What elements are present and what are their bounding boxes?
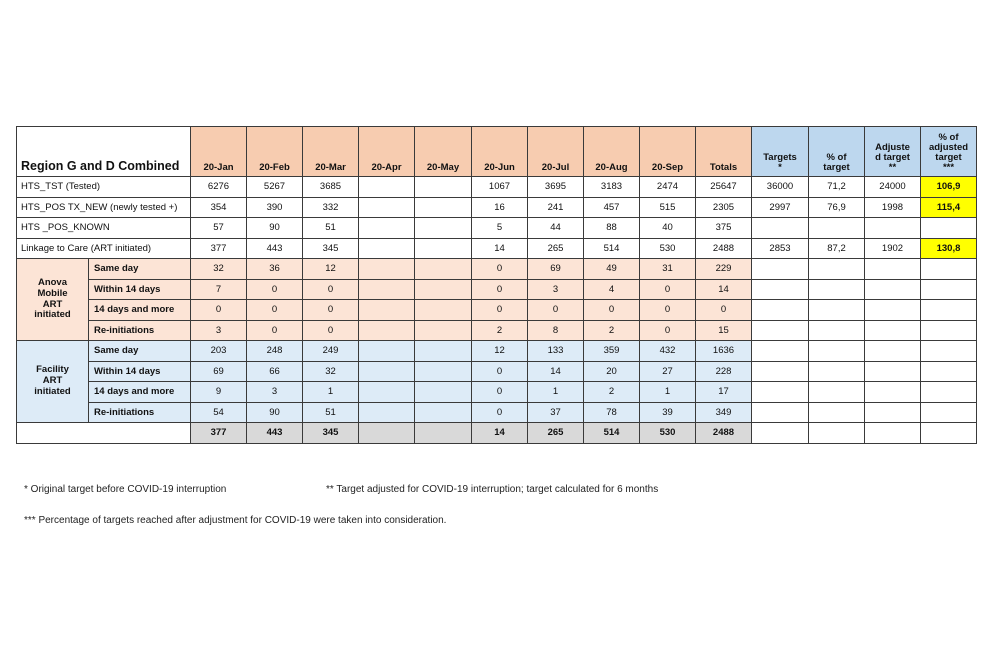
footnote-percentage-adjusted: *** Percentage of targets reached after adjustment for COVID-19 were taken into consideration. <box>24 515 447 526</box>
target-value: 2853 <box>752 238 809 259</box>
pct-adjusted-value: 106,9 <box>921 177 977 198</box>
empty-cell <box>752 341 809 362</box>
empty-cell <box>809 382 865 403</box>
adjusted-target-value <box>865 218 921 239</box>
month-value: 27 <box>640 361 696 382</box>
indicator-label: HTS_POS TX_NEW (newly tested +) <box>17 197 191 218</box>
month-value <box>359 279 415 300</box>
group-row <box>17 279 977 300</box>
empty-cell <box>865 423 921 444</box>
month-value: 515 <box>640 197 696 218</box>
month-value: 69 <box>191 361 247 382</box>
month-header: 20-Sep <box>640 127 696 177</box>
month-value: 3 <box>191 320 247 341</box>
sum-value <box>359 423 415 444</box>
month-value <box>415 300 472 321</box>
sum-total: 2488 <box>696 423 752 444</box>
total-value: 228 <box>696 361 752 382</box>
sub-row-label: 14 days and more <box>89 382 191 403</box>
sum-value: 345 <box>303 423 359 444</box>
month-value: 2 <box>584 320 640 341</box>
group-label: Facility ART initiated <box>17 341 89 423</box>
month-value <box>359 402 415 423</box>
adjusted-target-value: 24000 <box>865 177 921 198</box>
sub-row-label: Re-initiations <box>89 402 191 423</box>
empty-cell <box>921 320 977 341</box>
empty-cell <box>752 361 809 382</box>
total-value: 15 <box>696 320 752 341</box>
month-value: 0 <box>191 300 247 321</box>
month-value: 69 <box>528 259 584 280</box>
empty-cell <box>809 423 865 444</box>
empty-cell <box>921 279 977 300</box>
month-value <box>359 177 415 198</box>
total-value: 25647 <box>696 177 752 198</box>
pct-target-value: 76,9 <box>809 197 865 218</box>
month-value: 432 <box>640 341 696 362</box>
empty-cell <box>809 259 865 280</box>
sub-row-label: Same day <box>89 259 191 280</box>
month-value <box>359 238 415 259</box>
footnote-original-target: * Original target before COVID-19 interruption <box>24 484 227 495</box>
month-value <box>415 402 472 423</box>
month-value: 0 <box>303 279 359 300</box>
month-value: 4 <box>584 279 640 300</box>
empty-cell <box>809 341 865 362</box>
sub-row-label: Within 14 days <box>89 279 191 300</box>
group-row <box>17 320 977 341</box>
month-value: 16 <box>472 197 528 218</box>
empty-cell <box>865 300 921 321</box>
group-row <box>17 341 977 362</box>
month-value: 0 <box>472 402 528 423</box>
pct-adjusted-value <box>921 218 977 239</box>
month-value: 249 <box>303 341 359 362</box>
total-value: 17 <box>696 382 752 403</box>
footnote-adjusted-target: ** Target adjusted for COVID-19 interruption; target calculated for 6 months <box>326 484 659 495</box>
month-value: 0 <box>472 259 528 280</box>
total-value: 229 <box>696 259 752 280</box>
month-value: 66 <box>247 361 303 382</box>
empty-cell <box>752 320 809 341</box>
month-value: 32 <box>191 259 247 280</box>
indicator-label: HTS _POS_KNOWN <box>17 218 191 239</box>
target-value: 36000 <box>752 177 809 198</box>
empty-cell <box>865 320 921 341</box>
adjusted-target-value: 1998 <box>865 197 921 218</box>
month-value: 345 <box>303 238 359 259</box>
pct-adjusted-value: 130,8 <box>921 238 977 259</box>
empty-cell <box>752 382 809 403</box>
empty-cell <box>809 361 865 382</box>
group-row <box>17 402 977 423</box>
empty-cell <box>752 279 809 300</box>
month-header: 20-Mar <box>303 127 359 177</box>
month-value <box>359 382 415 403</box>
month-value: 6276 <box>191 177 247 198</box>
targets-header: Targets * <box>752 127 809 177</box>
month-value: 2 <box>472 320 528 341</box>
sum-value: 443 <box>247 423 303 444</box>
month-value <box>359 341 415 362</box>
month-value: 36 <box>247 259 303 280</box>
month-value <box>415 259 472 280</box>
month-header: 20-Feb <box>247 127 303 177</box>
month-value: 78 <box>584 402 640 423</box>
month-value: 377 <box>191 238 247 259</box>
indicator-row <box>17 177 977 198</box>
month-value: 133 <box>528 341 584 362</box>
month-value: 5 <box>472 218 528 239</box>
empty-cell <box>921 341 977 362</box>
month-value: 0 <box>472 382 528 403</box>
group-label: Anova Mobile ART initiated <box>17 259 89 341</box>
indicator-row <box>17 197 977 218</box>
month-value: 39 <box>640 402 696 423</box>
month-value: 90 <box>247 218 303 239</box>
month-value: 40 <box>640 218 696 239</box>
month-header: 20-May <box>415 127 472 177</box>
month-value: 1 <box>528 382 584 403</box>
month-value <box>359 320 415 341</box>
month-value: 241 <box>528 197 584 218</box>
month-value <box>359 218 415 239</box>
empty-cell <box>921 300 977 321</box>
target-value <box>752 218 809 239</box>
month-value: 49 <box>584 259 640 280</box>
month-value: 1 <box>640 382 696 403</box>
month-header: 20-Jul <box>528 127 584 177</box>
month-value: 203 <box>191 341 247 362</box>
month-value: 7 <box>191 279 247 300</box>
month-value: 20 <box>584 361 640 382</box>
month-value <box>359 259 415 280</box>
empty-cell <box>921 402 977 423</box>
month-value: 9 <box>191 382 247 403</box>
month-value: 0 <box>303 320 359 341</box>
header-row <box>17 127 977 177</box>
month-value: 3183 <box>584 177 640 198</box>
empty-cell <box>865 341 921 362</box>
month-value: 332 <box>303 197 359 218</box>
empty-cell <box>865 259 921 280</box>
month-value: 88 <box>584 218 640 239</box>
sum-row <box>17 423 977 444</box>
table-title: Region G and D Combined <box>17 127 191 177</box>
month-value: 54 <box>191 402 247 423</box>
total-value: 2488 <box>696 238 752 259</box>
month-value: 3685 <box>303 177 359 198</box>
month-value: 90 <box>247 402 303 423</box>
empty-cell <box>809 320 865 341</box>
month-value <box>359 197 415 218</box>
month-value <box>415 218 472 239</box>
month-value: 57 <box>191 218 247 239</box>
month-value: 530 <box>640 238 696 259</box>
month-value: 32 <box>303 361 359 382</box>
month-value: 0 <box>247 320 303 341</box>
month-value <box>359 361 415 382</box>
month-value <box>415 177 472 198</box>
total-value: 0 <box>696 300 752 321</box>
indicator-row <box>17 238 977 259</box>
month-header: 20-Apr <box>359 127 415 177</box>
empty-cell <box>809 300 865 321</box>
empty-cell <box>809 279 865 300</box>
empty-cell <box>865 361 921 382</box>
month-value: 0 <box>472 361 528 382</box>
month-value: 0 <box>247 279 303 300</box>
month-value: 12 <box>472 341 528 362</box>
group-row <box>17 259 977 280</box>
month-value: 3 <box>247 382 303 403</box>
sum-value: 530 <box>640 423 696 444</box>
empty-cell <box>17 423 191 444</box>
empty-cell <box>752 423 809 444</box>
pct-target-value: 87,2 <box>809 238 865 259</box>
empty-cell <box>809 402 865 423</box>
group-row <box>17 361 977 382</box>
month-value: 457 <box>584 197 640 218</box>
month-value: 14 <box>528 361 584 382</box>
month-value: 2 <box>584 382 640 403</box>
sum-value: 514 <box>584 423 640 444</box>
month-value: 8 <box>528 320 584 341</box>
month-value: 0 <box>640 300 696 321</box>
month-value: 354 <box>191 197 247 218</box>
sum-value: 377 <box>191 423 247 444</box>
empty-cell <box>921 361 977 382</box>
sub-row-label: Re-initiations <box>89 320 191 341</box>
month-value <box>415 382 472 403</box>
month-value: 265 <box>528 238 584 259</box>
month-value: 12 <box>303 259 359 280</box>
month-value: 0 <box>584 300 640 321</box>
month-header: 20-Jun <box>472 127 528 177</box>
empty-cell <box>921 423 977 444</box>
empty-cell <box>865 402 921 423</box>
data-table <box>16 126 977 444</box>
month-value <box>415 320 472 341</box>
sub-row-label: Within 14 days <box>89 361 191 382</box>
month-value: 0 <box>640 279 696 300</box>
month-value <box>415 341 472 362</box>
target-value: 2997 <box>752 197 809 218</box>
empty-cell <box>752 259 809 280</box>
month-value: 1067 <box>472 177 528 198</box>
indicator-label: HTS_TST (Tested) <box>17 177 191 198</box>
empty-cell <box>752 300 809 321</box>
month-value: 3695 <box>528 177 584 198</box>
month-value: 14 <box>472 238 528 259</box>
month-value: 5267 <box>247 177 303 198</box>
month-value: 0 <box>528 300 584 321</box>
month-value: 2474 <box>640 177 696 198</box>
pct-adjusted-header: % of adjusted target *** <box>921 127 977 177</box>
indicator-row <box>17 218 977 239</box>
empty-cell <box>921 259 977 280</box>
group-row <box>17 382 977 403</box>
month-header: 20-Jan <box>191 127 247 177</box>
total-value: 349 <box>696 402 752 423</box>
total-value: 375 <box>696 218 752 239</box>
indicator-label: Linkage to Care (ART initiated) <box>17 238 191 259</box>
month-value <box>415 238 472 259</box>
sum-value: 265 <box>528 423 584 444</box>
month-value: 359 <box>584 341 640 362</box>
month-value: 514 <box>584 238 640 259</box>
month-value: 0 <box>247 300 303 321</box>
pct-target-value: 71,2 <box>809 177 865 198</box>
total-value: 1636 <box>696 341 752 362</box>
sum-value <box>415 423 472 444</box>
empty-cell <box>865 279 921 300</box>
month-value: 0 <box>472 300 528 321</box>
month-value <box>415 197 472 218</box>
month-value: 390 <box>247 197 303 218</box>
month-value: 3 <box>528 279 584 300</box>
sub-row-label: 14 days and more <box>89 300 191 321</box>
totals-header: Totals <box>696 127 752 177</box>
month-value <box>415 279 472 300</box>
month-value: 37 <box>528 402 584 423</box>
pct-target-value <box>809 218 865 239</box>
empty-cell <box>865 382 921 403</box>
total-value: 2305 <box>696 197 752 218</box>
empty-cell <box>921 382 977 403</box>
month-value: 51 <box>303 218 359 239</box>
month-value: 248 <box>247 341 303 362</box>
adjusted-target-header: Adjuste d target ** <box>865 127 921 177</box>
adjusted-target-value: 1902 <box>865 238 921 259</box>
month-value: 51 <box>303 402 359 423</box>
empty-cell <box>752 402 809 423</box>
total-value: 14 <box>696 279 752 300</box>
sub-row-label: Same day <box>89 341 191 362</box>
pct-adjusted-value: 115,4 <box>921 197 977 218</box>
month-value: 443 <box>247 238 303 259</box>
month-value: 31 <box>640 259 696 280</box>
month-value: 44 <box>528 218 584 239</box>
month-value <box>415 361 472 382</box>
pct-target-header: % of target <box>809 127 865 177</box>
month-value <box>359 300 415 321</box>
month-value: 0 <box>640 320 696 341</box>
group-row <box>17 300 977 321</box>
month-value: 0 <box>472 279 528 300</box>
month-value: 0 <box>303 300 359 321</box>
month-header: 20-Aug <box>584 127 640 177</box>
month-value: 1 <box>303 382 359 403</box>
sum-value: 14 <box>472 423 528 444</box>
